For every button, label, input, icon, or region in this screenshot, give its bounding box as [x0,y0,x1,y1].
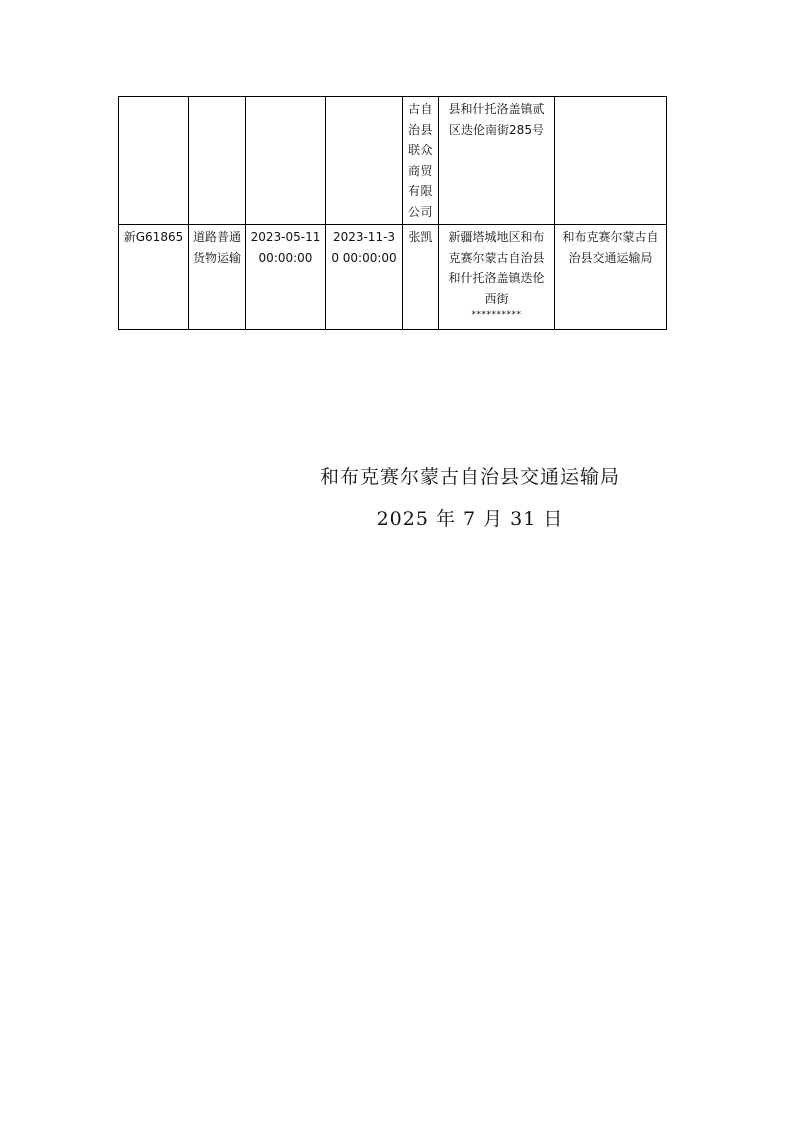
signature-organization: 和布克赛尔蒙古自治县交通运输局 [319,466,620,488]
signature-date: 2025 年 7 月 31 日 [376,508,564,530]
cell-plate [119,97,189,225]
cell-owner: 张凯 [403,225,439,330]
address-text: 新疆塔城地区和布克赛尔蒙古自治县和什托洛盖镇迭伦西街 [448,230,545,306]
cell-owner: 古自治县联众商贸有限公司 [403,97,439,225]
table-row [119,97,667,225]
cell-end-date: 2023-11-30 00:00:00 [326,225,403,330]
records-table [118,96,667,330]
cell-issuing-authority [555,97,667,225]
cell-start-date [246,97,326,225]
cell-address [439,225,555,330]
address-masked-number: ********** [471,310,522,320]
cell-end-date [326,97,403,225]
cell-business-scope: 道路普通货物运输 [189,225,246,330]
table-row [119,225,667,330]
cell-plate: 新G61865 [119,225,189,330]
cell-start-date: 2023-05-11 00:00:00 [246,225,326,330]
cell-address: 县和什托洛盖镇贰区迭伦南街285号 [439,97,555,225]
cell-issuing-authority: 和布克赛尔蒙古自治县交通运输局 [555,225,667,330]
cell-business-scope [189,97,246,225]
